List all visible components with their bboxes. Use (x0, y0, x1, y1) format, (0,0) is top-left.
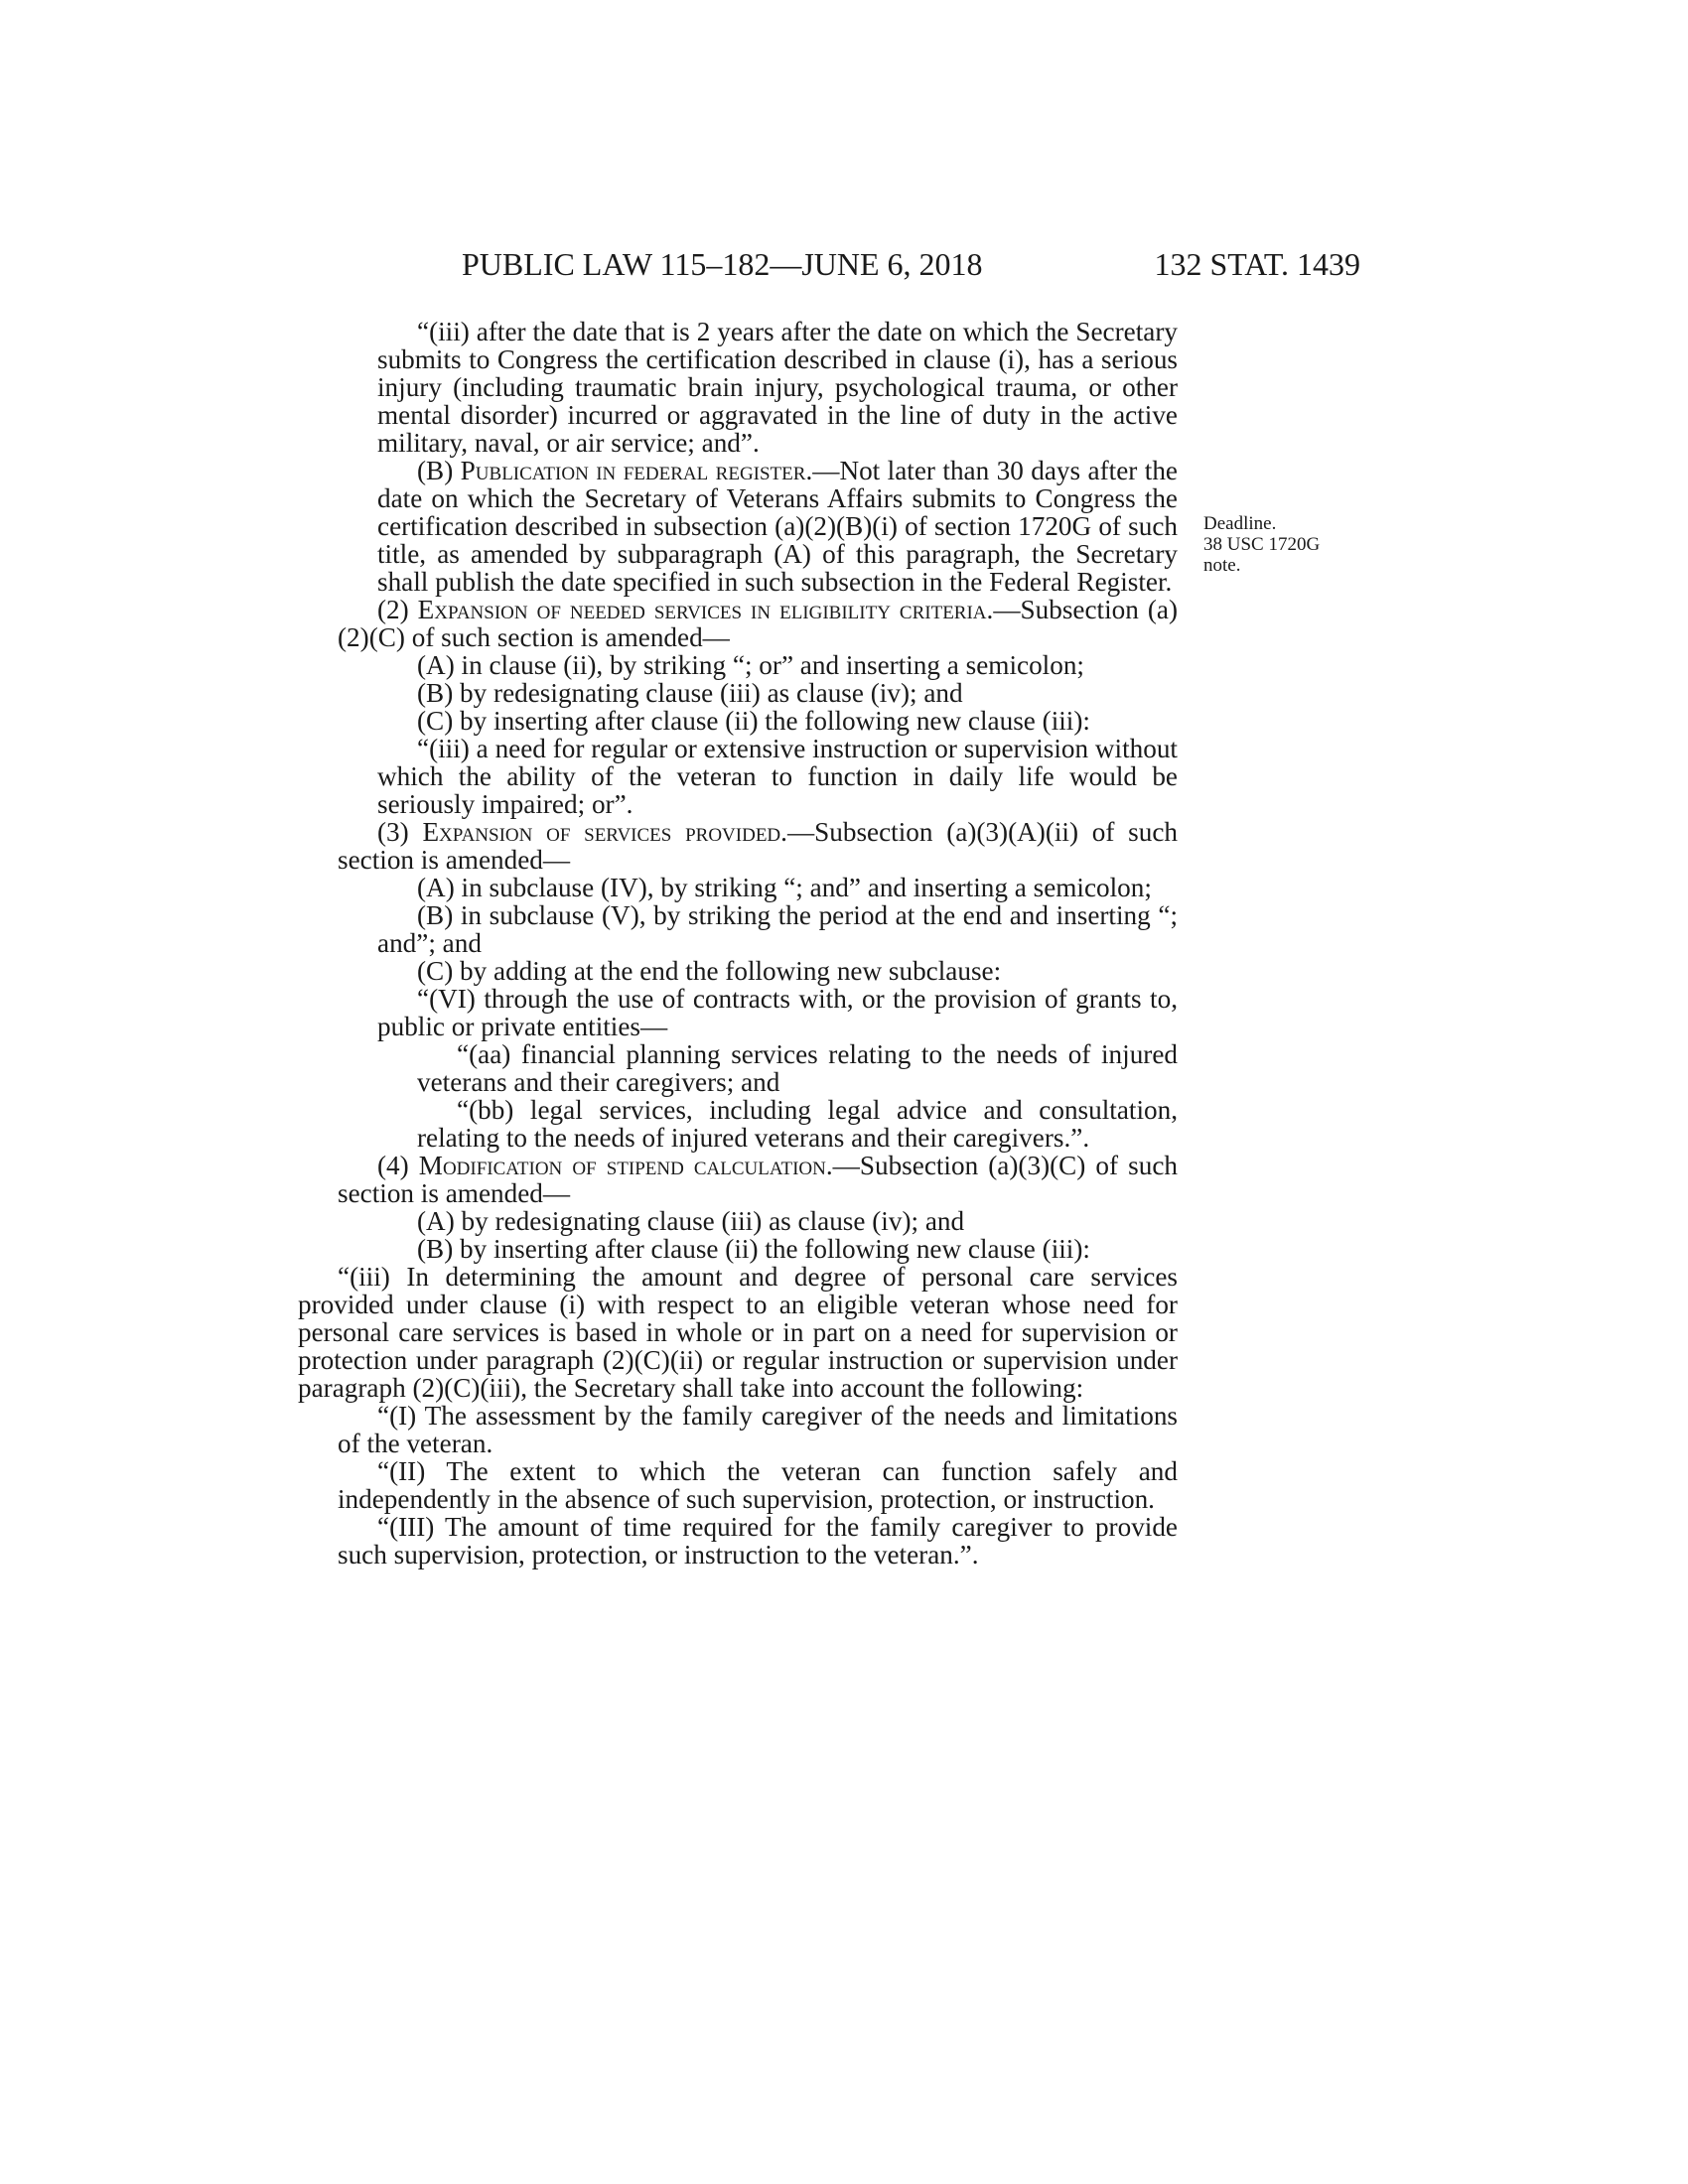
page-header (298, 246, 1390, 286)
document-body (298, 318, 1178, 1569)
paragraph (338, 818, 1178, 874)
paragraph (417, 1096, 1178, 1152)
paragraph (417, 1040, 1178, 1096)
paragraph-text: —Subsection (a)(2)(C) of such section is amended— (338, 595, 1178, 652)
paragraph-heading: (4) Modification of stipend calculation. (377, 1151, 833, 1180)
paragraph (377, 901, 1178, 957)
paragraph (338, 1457, 1178, 1513)
paragraph (377, 1235, 1178, 1263)
paragraph (298, 1263, 1178, 1402)
paragraph-text: “(iii) after the date that is 2 years after the date on which the Secretary submits to Congress the certification described in clause (i), has a serious injury (including traumatic brain injury, psychological trauma, or other mental disorder) incurred or aggravated in the line of duty in the active military, naval, or air service; and”. (377, 317, 1178, 458)
paragraph-text: (B) by inserting after clause (ii) the following new clause (iii): (417, 1234, 1090, 1264)
paragraph (377, 735, 1178, 818)
paragraph (377, 651, 1178, 679)
paragraph (377, 1207, 1178, 1235)
paragraph-text: “(I) The assessment by the family caregiver of the needs and limitations of the veteran. (338, 1401, 1178, 1458)
paragraph-heading: (3) Expansion of services provided. (377, 817, 787, 847)
paragraph-text: “(bb) legal services, including legal advice and consultation, relating to the needs of injured veterans and their caregivers.”. (417, 1095, 1178, 1153)
paragraph-text: (B) by redesignating clause (iii) as clause (iv); and (417, 678, 963, 708)
paragraph-text: “(aa) financial planning services relating to the needs of injured veterans and their caregivers; and (417, 1039, 1178, 1097)
paragraph-text: (C) by inserting after clause (ii) the following new clause (iii): (417, 706, 1090, 736)
paragraph (377, 679, 1178, 707)
paragraph-text: “(VI) through the use of contracts with, or the provision of grants to, public or private entities— (377, 984, 1178, 1041)
paragraph (377, 957, 1178, 985)
paragraph (338, 1402, 1178, 1457)
paragraph (377, 318, 1178, 457)
paragraph-text: (B) in subclause (V), by striking the period at the end and inserting “; and”; and (377, 900, 1178, 958)
paragraph (377, 707, 1178, 735)
paragraph-text: —Subsection (a)(3)(C) of such section is amended— (338, 1151, 1178, 1208)
paragraph (377, 985, 1178, 1040)
margin-note-deadline: Deadline. (1203, 513, 1277, 534)
statute-page-number: 132 STAT. 1439 (1154, 246, 1360, 282)
paragraph-text: “(III) The amount of time required for the family caregiver to provide such supervision, protection, or instruction to the veteran.”. (338, 1512, 1178, 1570)
paragraph (377, 457, 1178, 596)
paragraph-text: “(iii) a need for regular or extensive instruction or supervision without which the ability of the veteran to function in daily life would be seriously impaired; or”. (377, 734, 1178, 819)
paragraph-heading: (B) Publication in federal register. (417, 456, 813, 485)
paragraph-text: “(iii) In determining the amount and degree of personal care services provided under clause (i) with respect to an eligible veteran whose need for personal care services is based in whole or in part on a need for supervision or protection under paragraph (2)(C)(ii) or regular instruction or supervision under paragraph (2)(C)(iii), the Secretary shall take into account the following: (298, 1262, 1178, 1403)
paragraph (338, 596, 1178, 651)
paragraph-heading: (2) Expansion of needed services in eligibility criteria. (377, 595, 994, 624)
paragraph (377, 874, 1178, 901)
margin-note-note: note. (1203, 555, 1241, 576)
paragraph-text: —Subsection (a)(3)(A)(ii) of such section is amended— (338, 817, 1178, 875)
paragraph (338, 1152, 1178, 1207)
paragraph-text: (A) in subclause (IV), by striking “; and” and inserting a semicolon; (417, 873, 1152, 902)
margin-note (1203, 513, 1320, 576)
paragraph-text: (A) in clause (ii), by striking “; or” and inserting a semicolon; (417, 650, 1084, 680)
paragraph-text: “(II) The extent to which the veteran can function safely and independently in the absence of such supervision, protection, or instruction. (338, 1456, 1178, 1514)
paragraph-text: —Not later than 30 days after the date on which the Secretary of Veterans Affairs submits to Congress the certification described in subsection (a)(2)(B)(i) of section 1720G of such title, as amended by subparagraph (A) of this paragraph, the Secretary shall publish the date specified in such subsection in the Federal Register. (377, 456, 1178, 597)
running-head-title: PUBLIC LAW 115–182—JUNE 6, 2018 (462, 246, 983, 282)
margin-note-citation: 38 USC 1720G (1203, 534, 1321, 555)
paragraph-text: (C) by adding at the end the following new subclause: (417, 956, 1002, 986)
paragraph-text: (A) by redesignating clause (iii) as clause (iv); and (417, 1206, 965, 1236)
paragraph (338, 1513, 1178, 1569)
